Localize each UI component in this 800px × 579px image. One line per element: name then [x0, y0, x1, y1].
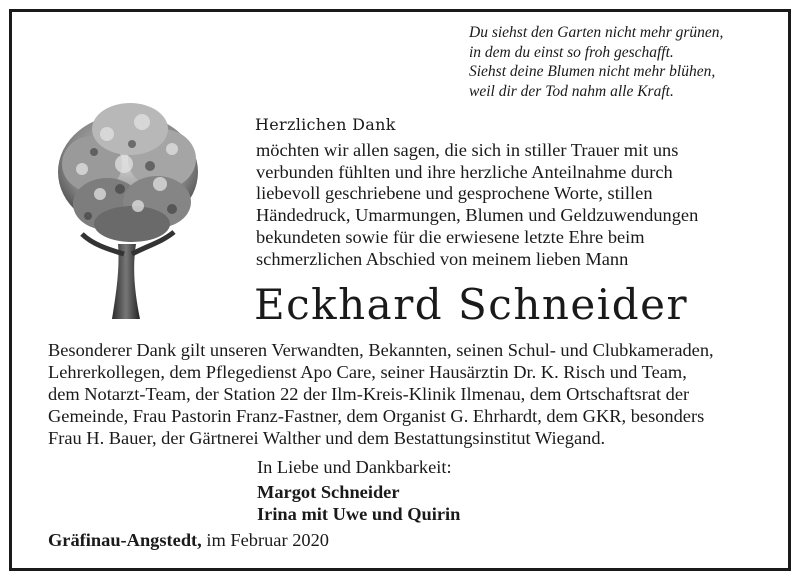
special-thanks-line: Gemeinde, Frau Pastorin Franz-Fastner, dem Organist G. Ehrhardt, dem GKR, besonders: [48, 406, 705, 426]
thanks-body: [256, 140, 756, 270]
thanks-line: liebevoll geschriebene und gesprochene Worte, stillen: [256, 183, 653, 204]
thanks-line: verbunden fühlten und ihre herzliche Anteilnahme durch: [256, 161, 673, 182]
thanks-line: schmerzlichen Abschied von meinem lieben Mann: [256, 248, 629, 269]
special-thanks-line: Frau H. Bauer, der Gärtnerei Walther und dem Bestattungsinstitut Wiegand.: [48, 428, 606, 448]
poem-line: Siehst deine Blumen nicht mehr blühen,: [469, 63, 716, 80]
place-date: [48, 530, 329, 551]
date: im Februar 2020: [206, 530, 329, 550]
poem-line: Du siehst den Garten nicht mehr grünen,: [469, 24, 724, 41]
special-thanks: [48, 339, 788, 449]
obituary-card: [9, 9, 791, 571]
signature-block: [257, 456, 460, 525]
thanks-heading: Herzlichen Dank: [255, 115, 396, 134]
thanks-line: bekundeten sowie für die erwiesene letzte Ehre beim: [256, 226, 645, 247]
tree-icon: [52, 94, 204, 322]
poem-line: in dem du einst so froh geschafft.: [469, 43, 674, 61]
thanks-line: Händedruck, Umarmungen, Blumen und Geldzuwendungen: [256, 205, 699, 226]
special-thanks-line: Lehrerkollegen, dem Pflegedienst Apo Care, seiner Hausärztin Dr. K. Risch und Team,: [48, 362, 687, 382]
poem-line: weil dir der Tod nahm alle Kraft.: [469, 82, 674, 100]
signatory-name: Margot Schneider: [257, 482, 400, 502]
thanks-line: möchten wir allen sagen, die sich in stiller Trauer mit uns: [256, 140, 679, 160]
signatory-name: Irina mit Uwe und Quirin: [257, 504, 461, 524]
special-thanks-line: dem Notarzt-Team, der Station 22 der Ilm-Kreis-Klinik Ilmenau, dem Ortschaftsrat der: [48, 384, 690, 404]
deceased-name: Eckhard Schneider: [254, 280, 689, 329]
poem: [469, 23, 779, 101]
place: Gräfinau-Angstedt,: [48, 530, 202, 550]
signature-intro: In Liebe und Dankbarkeit:: [257, 457, 452, 477]
special-thanks-line: Besonderer Dank gilt unseren Verwandten, Bekannten, seinen Schul- und Clubkameraden,: [48, 340, 714, 360]
